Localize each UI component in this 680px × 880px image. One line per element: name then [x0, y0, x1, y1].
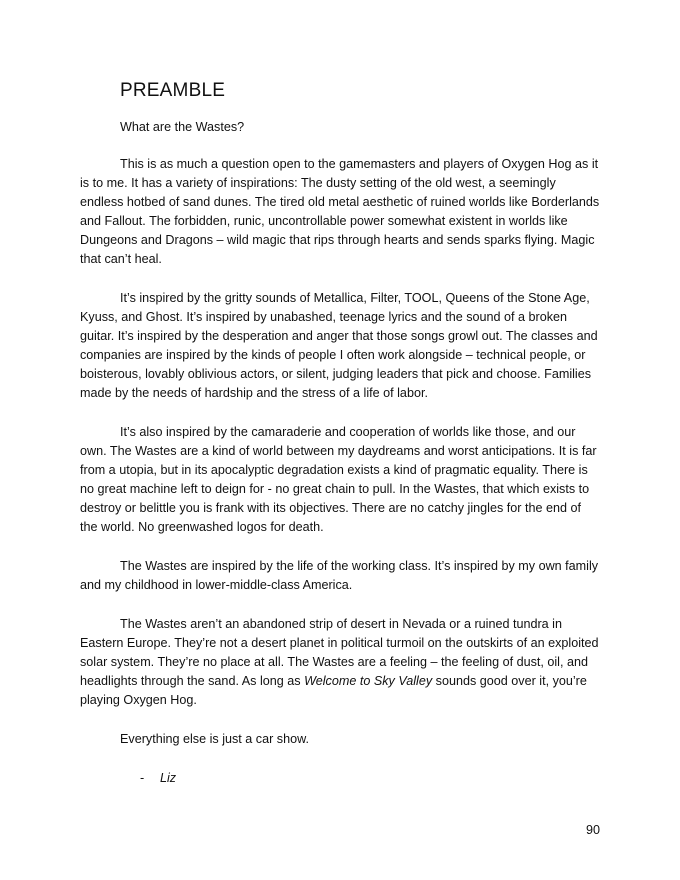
signature-dash: - — [140, 771, 145, 785]
paragraph-question: What are the Wastes? — [120, 120, 245, 134]
paragraph-6: Everything else is just a car show. — [120, 732, 309, 746]
song-title: Welcome to Sky Valley — [304, 674, 433, 688]
page-title: PREAMBLE — [120, 80, 226, 101]
paragraph-5-text-end: sounds good over it, you’re playing Oxygen Hog. — [80, 674, 587, 707]
paragraph-1: This is as much a question open to the gamemasters and players of Oxygen Hog as it is to me. It has a variety of inspirations: The dusty setting of the old west, a seemingly endless hotbed of sand dunes. The tired old metal aesthetic of ruined worlds like Borderlands and Fallout. The forbidden, runic, uncontrollable power somewhat existent in worlds like Dungeons and Dragons – wild magic that rips through hearts and sends sparks flying. Magic that can’t heal. — [80, 157, 600, 266]
paragraph-3: It’s also inspired by the camaraderie and cooperation of worlds like those, and our own. The Wastes are a kind of world between my daydreams and worst anticipations. It is far from a utopia, but in its apocalyptic degradation exists a kind of pragmatic equality. There is no great machine left to deign for - no great chain to pull. In the Wastes, that which exists to destroy or belittle you is frank with its objectives. There are no catchy jingles for the end of the world. No greenwashed logos for death. — [80, 425, 597, 534]
page-number: 90 — [585, 823, 600, 837]
signature: Liz — [160, 771, 177, 785]
page-content — [80, 78, 600, 788]
paragraph-5 — [80, 615, 600, 710]
paragraph-2: It’s inspired by the gritty sounds of Metallica, Filter, TOOL, Queens of the Stone Age, Kyuss, and Ghost. It’s inspired by unabashed, teenage lyrics and the sound of a broken guitar. It’s inspired by the desperation and anger that those songs growl out. The classes and companies are inspired by the kinds of people I often work alongside – technical people, or boisterous, lovably oblivious actors, or silent, judging leaders that pick and choose. Families made by the needs of hardship and the stress of a life of labor. — [80, 291, 598, 400]
paragraph-4: The Wastes are inspired by the life of the working class. It’s inspired by my own family and my childhood in lower-middle-class America. — [80, 559, 599, 592]
signature-line — [140, 769, 600, 788]
paragraph-5-text-start: The Wastes aren’t an abandoned strip of desert in Nevada or a ruined tundra in Eastern Europe. They’re not a desert planet in political turmoil on the outskirts of an exploited solar system. They’re no place at all. The Wastes are a feeling – the feeling of dust, oil, and headlights through the sand. As long as — [80, 617, 599, 688]
